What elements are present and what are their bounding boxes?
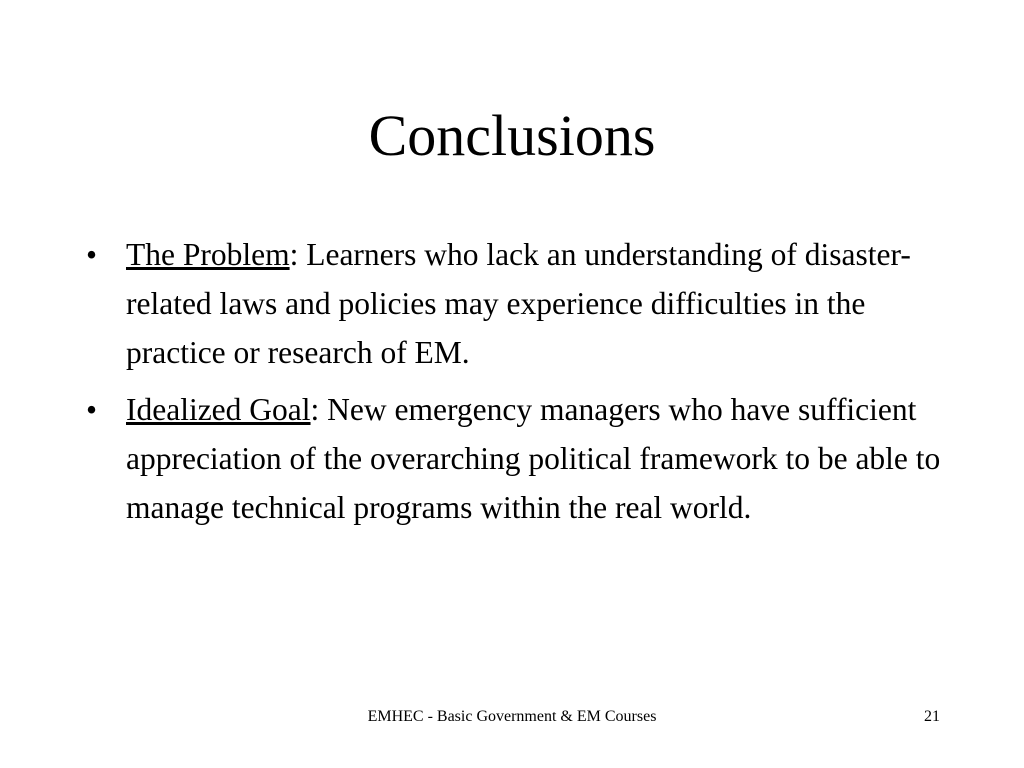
bullet-term: The Problem bbox=[126, 237, 290, 272]
bullet-item-problem bbox=[86, 230, 946, 377]
bullet-text: : Learners who lack an understanding of disaster-related laws and policies may experience difficulties in the practice or research of EM. bbox=[126, 237, 911, 370]
page-number: 21 bbox=[924, 708, 940, 725]
bullet-item-goal bbox=[86, 385, 946, 532]
bullet-icon: • bbox=[86, 237, 98, 272]
bullet-text: : New emergency managers who have sufficient appreciation of the overarching political framework to be able to manage technical programs within the real world. bbox=[126, 392, 941, 525]
slide-title: Conclusions bbox=[368, 103, 656, 168]
bullet-term: Idealized Goal bbox=[126, 392, 311, 427]
bullet-list bbox=[86, 230, 946, 540]
bullet-icon: • bbox=[86, 392, 98, 427]
footer-text: EMHEC - Basic Government & EM Courses bbox=[367, 708, 657, 725]
